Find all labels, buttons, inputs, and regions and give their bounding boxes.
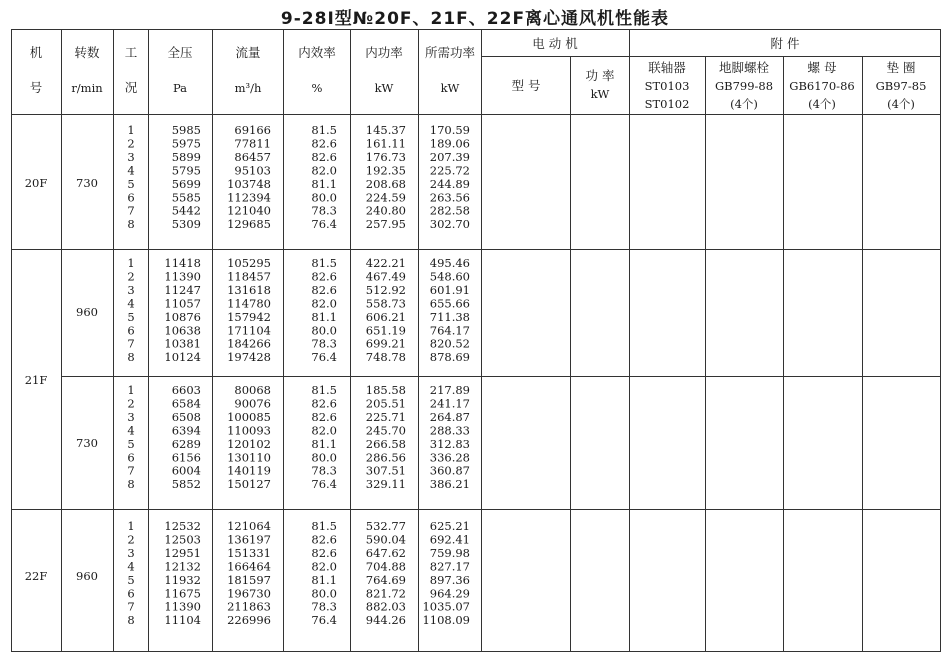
internal-power-cell: 821.72 — [365, 586, 406, 601]
flow-cell: 86457 — [234, 149, 271, 164]
fan-speed: 960 — [76, 569, 98, 583]
efficiency-cell: 82.6 — [311, 269, 337, 284]
efficiency-cell: 82.6 — [311, 532, 337, 547]
total-pressure-cell: 5975 — [171, 136, 201, 151]
header-dijiao-3: (4个) — [730, 97, 758, 111]
required-power-cell: 827.17 — [429, 559, 470, 574]
condition-cell: 4 — [127, 559, 135, 574]
total-pressure-cell: 5985 — [171, 123, 201, 137]
flow-cell: 197428 — [227, 350, 271, 365]
internal-power-cell: 647.62 — [365, 545, 406, 560]
flow-cell: 112394 — [227, 190, 271, 205]
efficiency-cell: 82.6 — [311, 136, 337, 151]
condition-cell: 8 — [127, 350, 135, 365]
internal-power-cell: 185.58 — [365, 383, 406, 397]
flow-cell: 211863 — [227, 599, 271, 614]
header-motor-model: 型 号 — [511, 78, 541, 93]
condition-cell: 3 — [127, 149, 135, 164]
required-power-cell: 601.91 — [429, 282, 470, 297]
total-pressure-cell: 12532 — [164, 519, 201, 533]
condition-cell: 1 — [127, 519, 135, 533]
required-power-cell: 241.17 — [429, 396, 470, 411]
condition-cell: 1 — [127, 256, 135, 270]
internal-power-cell: 512.92 — [365, 282, 406, 297]
internal-power-cell: 307.51 — [365, 463, 406, 478]
fan-speed: 960 — [76, 305, 98, 319]
required-power-cell: 655.66 — [429, 296, 470, 311]
internal-power-cell: 205.51 — [365, 396, 406, 411]
header-jihao-1: 机 — [29, 45, 43, 60]
internal-power-cell: 208.68 — [365, 176, 406, 191]
required-power-cell: 495.46 — [429, 256, 470, 270]
efficiency-cell: 80.0 — [311, 323, 337, 338]
header-lianzhouqi-3: ST0102 — [644, 97, 690, 111]
header-lianzhouqi-2: ST0103 — [644, 79, 690, 93]
header-quanya-2: Pa — [172, 81, 188, 95]
internal-power-cell: 699.21 — [365, 336, 406, 351]
required-power-cell: 1035.07 — [422, 599, 470, 614]
flow-cell: 95103 — [234, 163, 271, 178]
required-power-cell: 548.60 — [429, 269, 470, 284]
condition-cell: 7 — [127, 463, 135, 478]
condition-cell: 2 — [127, 532, 135, 547]
header-dianquan-2: GB97-85 — [875, 79, 927, 93]
internal-power-cell: 245.70 — [365, 423, 406, 438]
total-pressure-cell: 11247 — [164, 282, 201, 297]
total-pressure-cell: 5899 — [171, 149, 201, 164]
header-gongkuang-2: 况 — [124, 80, 138, 95]
flow-cell: 136197 — [227, 532, 271, 547]
efficiency-cell: 82.0 — [311, 296, 337, 311]
flow-cell: 129685 — [227, 217, 271, 232]
flow-cell: 69166 — [234, 123, 271, 137]
header-dianquan-1: 垫 圈 — [886, 60, 916, 75]
header-liuliang-1: 流量 — [235, 45, 261, 60]
header-suoxugonglv-1: 所需功率 — [424, 45, 476, 60]
condition-cell: 5 — [127, 309, 135, 324]
internal-power-cell: 422.21 — [365, 256, 406, 270]
internal-power-cell: 606.21 — [365, 309, 406, 324]
flow-cell: 196730 — [227, 586, 271, 601]
flow-cell: 121040 — [227, 203, 271, 218]
condition-cell: 3 — [127, 409, 135, 424]
total-pressure-cell: 11104 — [164, 613, 201, 628]
internal-power-cell: 145.37 — [365, 123, 406, 137]
total-pressure-cell: 12132 — [164, 559, 201, 574]
condition-cell: 7 — [127, 599, 135, 614]
required-power-cell: 302.70 — [429, 217, 470, 232]
flow-cell: 80068 — [234, 383, 271, 397]
efficiency-cell: 82.0 — [311, 423, 337, 438]
required-power-cell: 764.17 — [429, 323, 470, 338]
efficiency-cell: 82.6 — [311, 282, 337, 297]
required-power-cell: 217.89 — [429, 383, 470, 397]
condition-cell: 8 — [127, 613, 135, 628]
required-power-cell: 225.72 — [429, 163, 470, 178]
internal-power-cell: 704.88 — [365, 559, 406, 574]
total-pressure-cell: 12503 — [164, 532, 201, 547]
required-power-cell: 170.59 — [429, 123, 470, 137]
flow-cell: 110093 — [227, 423, 271, 438]
header-luomu-2: GB6170-86 — [789, 79, 855, 93]
header-neigonglv-2: kW — [374, 81, 394, 95]
efficiency-cell: 80.0 — [311, 450, 337, 465]
efficiency-cell: 76.4 — [311, 217, 337, 232]
efficiency-cell: 81.1 — [311, 309, 337, 324]
fan-number: 21F — [24, 373, 48, 387]
condition-cell: 7 — [127, 336, 135, 351]
flow-cell: 131618 — [227, 282, 271, 297]
total-pressure-cell: 5442 — [171, 203, 201, 218]
total-pressure-cell: 11675 — [164, 586, 201, 601]
condition-cell: 6 — [127, 450, 135, 465]
flow-cell: 114780 — [227, 296, 271, 311]
efficiency-cell: 82.6 — [311, 409, 337, 424]
condition-cell: 6 — [127, 586, 135, 601]
total-pressure-cell: 12951 — [164, 545, 201, 560]
condition-cell: 2 — [127, 396, 135, 411]
total-pressure-cell: 6508 — [171, 409, 201, 424]
efficiency-cell: 82.0 — [311, 559, 337, 574]
fan-speed: 730 — [76, 176, 98, 190]
flow-cell: 150127 — [227, 477, 271, 492]
efficiency-cell: 81.5 — [311, 519, 337, 533]
required-power-cell: 964.29 — [429, 586, 470, 601]
total-pressure-cell: 10876 — [164, 309, 201, 324]
internal-power-cell: 944.26 — [365, 613, 406, 628]
flow-cell: 90076 — [234, 396, 271, 411]
flow-cell: 151331 — [227, 545, 271, 560]
internal-power-cell: 225.71 — [365, 409, 406, 424]
header-zhuansu-2: r/min — [71, 81, 103, 95]
required-power-cell: 711.38 — [429, 309, 470, 324]
internal-power-cell: 266.58 — [365, 436, 406, 451]
condition-cell: 6 — [127, 190, 135, 205]
efficiency-cell: 76.4 — [311, 477, 337, 492]
flow-cell: 118457 — [227, 269, 271, 284]
total-pressure-cell: 11057 — [164, 296, 201, 311]
condition-cell: 3 — [127, 282, 135, 297]
required-power-cell: 244.89 — [429, 176, 470, 191]
internal-power-cell: 764.69 — [365, 572, 406, 587]
required-power-cell: 336.28 — [429, 450, 470, 465]
total-pressure-cell: 11418 — [164, 256, 201, 270]
header-luomu-1: 螺 母 — [807, 60, 837, 75]
internal-power-cell: 257.95 — [365, 217, 406, 232]
total-pressure-cell: 11932 — [164, 572, 201, 587]
table-header — [30, 36, 927, 111]
required-power-cell: 189.06 — [429, 136, 470, 151]
header-dijiao-1: 地脚螺栓 — [718, 60, 770, 75]
condition-cell: 5 — [127, 436, 135, 451]
total-pressure-cell: 10381 — [164, 336, 201, 351]
fan-number: 22F — [24, 569, 48, 583]
total-pressure-cell: 11390 — [164, 599, 201, 614]
required-power-cell: 1108.09 — [422, 613, 470, 628]
required-power-cell: 288.33 — [429, 423, 470, 438]
fan-number: 20F — [24, 176, 48, 190]
condition-cell: 4 — [127, 423, 135, 438]
total-pressure-cell: 6004 — [171, 463, 201, 478]
total-pressure-cell: 5795 — [171, 163, 201, 178]
internal-power-cell: 286.56 — [365, 450, 406, 465]
condition-cell: 5 — [127, 176, 135, 191]
total-pressure-cell: 5699 — [171, 176, 201, 191]
condition-cell: 4 — [127, 163, 135, 178]
condition-cell: 8 — [127, 217, 135, 232]
internal-power-cell: 558.73 — [365, 296, 406, 311]
page-title: 9-28Ⅰ型№20F、21F、22F离心通风机性能表 — [280, 9, 670, 29]
total-pressure-cell: 10638 — [164, 323, 201, 338]
header-motor-power-1: 功 率 — [585, 68, 615, 83]
required-power-cell: 264.87 — [429, 409, 470, 424]
total-pressure-cell: 5852 — [171, 477, 201, 492]
header-suoxugonglv-2: kW — [440, 81, 460, 95]
efficiency-cell: 81.5 — [311, 123, 337, 137]
flow-cell: 171104 — [227, 323, 271, 338]
required-power-cell: 759.98 — [429, 545, 470, 560]
flow-cell: 103748 — [227, 176, 271, 191]
efficiency-cell: 81.1 — [311, 176, 337, 191]
total-pressure-cell: 11390 — [164, 269, 201, 284]
required-power-cell: 282.58 — [429, 203, 470, 218]
total-pressure-cell: 6603 — [171, 383, 201, 397]
header-dianquan-3: (4个) — [887, 97, 915, 111]
flow-cell: 121064 — [227, 519, 271, 533]
internal-power-cell: 192.35 — [365, 163, 406, 178]
internal-power-cell: 532.77 — [365, 519, 406, 533]
condition-cell: 8 — [127, 477, 135, 492]
efficiency-cell: 80.0 — [311, 190, 337, 205]
flow-cell: 166464 — [227, 559, 271, 574]
flow-cell: 130110 — [227, 450, 271, 465]
internal-power-cell: 176.73 — [365, 149, 406, 164]
efficiency-cell: 81.1 — [311, 572, 337, 587]
efficiency-cell: 82.6 — [311, 149, 337, 164]
internal-power-cell: 329.11 — [365, 477, 406, 492]
flow-cell: 181597 — [227, 572, 271, 587]
header-quanya-1: 全压 — [167, 45, 193, 60]
internal-power-cell: 240.80 — [365, 203, 406, 218]
header-neigonglv-1: 内功率 — [365, 45, 403, 60]
total-pressure-cell: 5585 — [171, 190, 201, 205]
header-motor-power-2: kW — [590, 87, 610, 101]
internal-power-cell: 651.19 — [365, 323, 406, 338]
condition-cell: 2 — [127, 136, 135, 151]
condition-cell: 1 — [127, 123, 135, 137]
internal-power-cell: 590.04 — [365, 532, 406, 547]
total-pressure-cell: 6156 — [171, 450, 201, 465]
efficiency-cell: 82.6 — [311, 396, 337, 411]
efficiency-cell: 76.4 — [311, 613, 337, 628]
header-neixiaolv-1: 内效率 — [298, 45, 336, 60]
required-power-cell: 897.36 — [429, 572, 470, 587]
header-liuliang-2: m³/h — [234, 81, 262, 95]
total-pressure-cell: 5309 — [171, 217, 201, 232]
flow-cell: 120102 — [227, 436, 271, 451]
total-pressure-cell: 6394 — [171, 423, 201, 438]
required-power-cell: 386.21 — [429, 477, 470, 492]
header-dijiao-2: GB799-88 — [714, 79, 774, 93]
internal-power-cell: 224.59 — [365, 190, 406, 205]
efficiency-cell: 78.3 — [311, 336, 337, 351]
required-power-cell: 263.56 — [429, 190, 470, 205]
header-gongkuang-1: 工 — [124, 45, 138, 60]
required-power-cell: 692.41 — [429, 532, 470, 547]
condition-cell: 5 — [127, 572, 135, 587]
fan-speed: 730 — [76, 436, 98, 450]
condition-cell: 7 — [127, 203, 135, 218]
efficiency-cell: 78.3 — [311, 463, 337, 478]
internal-power-cell: 748.78 — [365, 350, 406, 365]
condition-cell: 2 — [127, 269, 135, 284]
total-pressure-cell: 6289 — [171, 436, 201, 451]
header-fujian: 附 件 — [770, 36, 800, 51]
flow-cell: 105295 — [227, 256, 271, 270]
required-power-cell: 625.21 — [429, 519, 470, 533]
flow-cell: 184266 — [227, 336, 271, 351]
efficiency-cell: 80.0 — [311, 586, 337, 601]
internal-power-cell: 882.03 — [365, 599, 406, 614]
efficiency-cell: 81.5 — [311, 256, 337, 270]
required-power-cell: 360.87 — [429, 463, 470, 478]
internal-power-cell: 467.49 — [365, 269, 406, 284]
header-lianzhouqi-1: 联轴器 — [648, 60, 686, 75]
efficiency-cell: 78.3 — [311, 203, 337, 218]
header-motor: 电 动 机 — [532, 36, 578, 51]
flow-cell: 157942 — [227, 309, 271, 324]
condition-cell: 6 — [127, 323, 135, 338]
flow-cell: 226996 — [227, 613, 271, 628]
table-grid — [11, 29, 941, 652]
condition-cell: 3 — [127, 545, 135, 560]
internal-power-cell: 161.11 — [365, 136, 406, 151]
efficiency-cell: 82.0 — [311, 163, 337, 178]
flow-cell: 100085 — [227, 409, 271, 424]
header-neixiaolv-2: % — [311, 81, 323, 95]
condition-cell: 1 — [127, 383, 135, 397]
required-power-cell: 820.52 — [429, 336, 470, 351]
efficiency-cell: 78.3 — [311, 599, 337, 614]
condition-cell: 4 — [127, 296, 135, 311]
total-pressure-cell: 10124 — [164, 350, 201, 365]
required-power-cell: 207.39 — [429, 149, 470, 164]
efficiency-cell: 81.5 — [311, 383, 337, 397]
header-jihao-2: 号 — [29, 80, 43, 95]
total-pressure-cell: 6584 — [171, 396, 201, 411]
header-zhuansu-1: 转数 — [74, 45, 100, 60]
header-luomu-3: (4个) — [808, 97, 836, 111]
flow-cell: 77811 — [234, 136, 271, 151]
efficiency-cell: 82.6 — [311, 545, 337, 560]
required-power-cell: 312.83 — [429, 436, 470, 451]
required-power-cell: 878.69 — [429, 350, 470, 365]
efficiency-cell: 81.1 — [311, 436, 337, 451]
efficiency-cell: 76.4 — [311, 350, 337, 365]
flow-cell: 140119 — [227, 463, 271, 478]
